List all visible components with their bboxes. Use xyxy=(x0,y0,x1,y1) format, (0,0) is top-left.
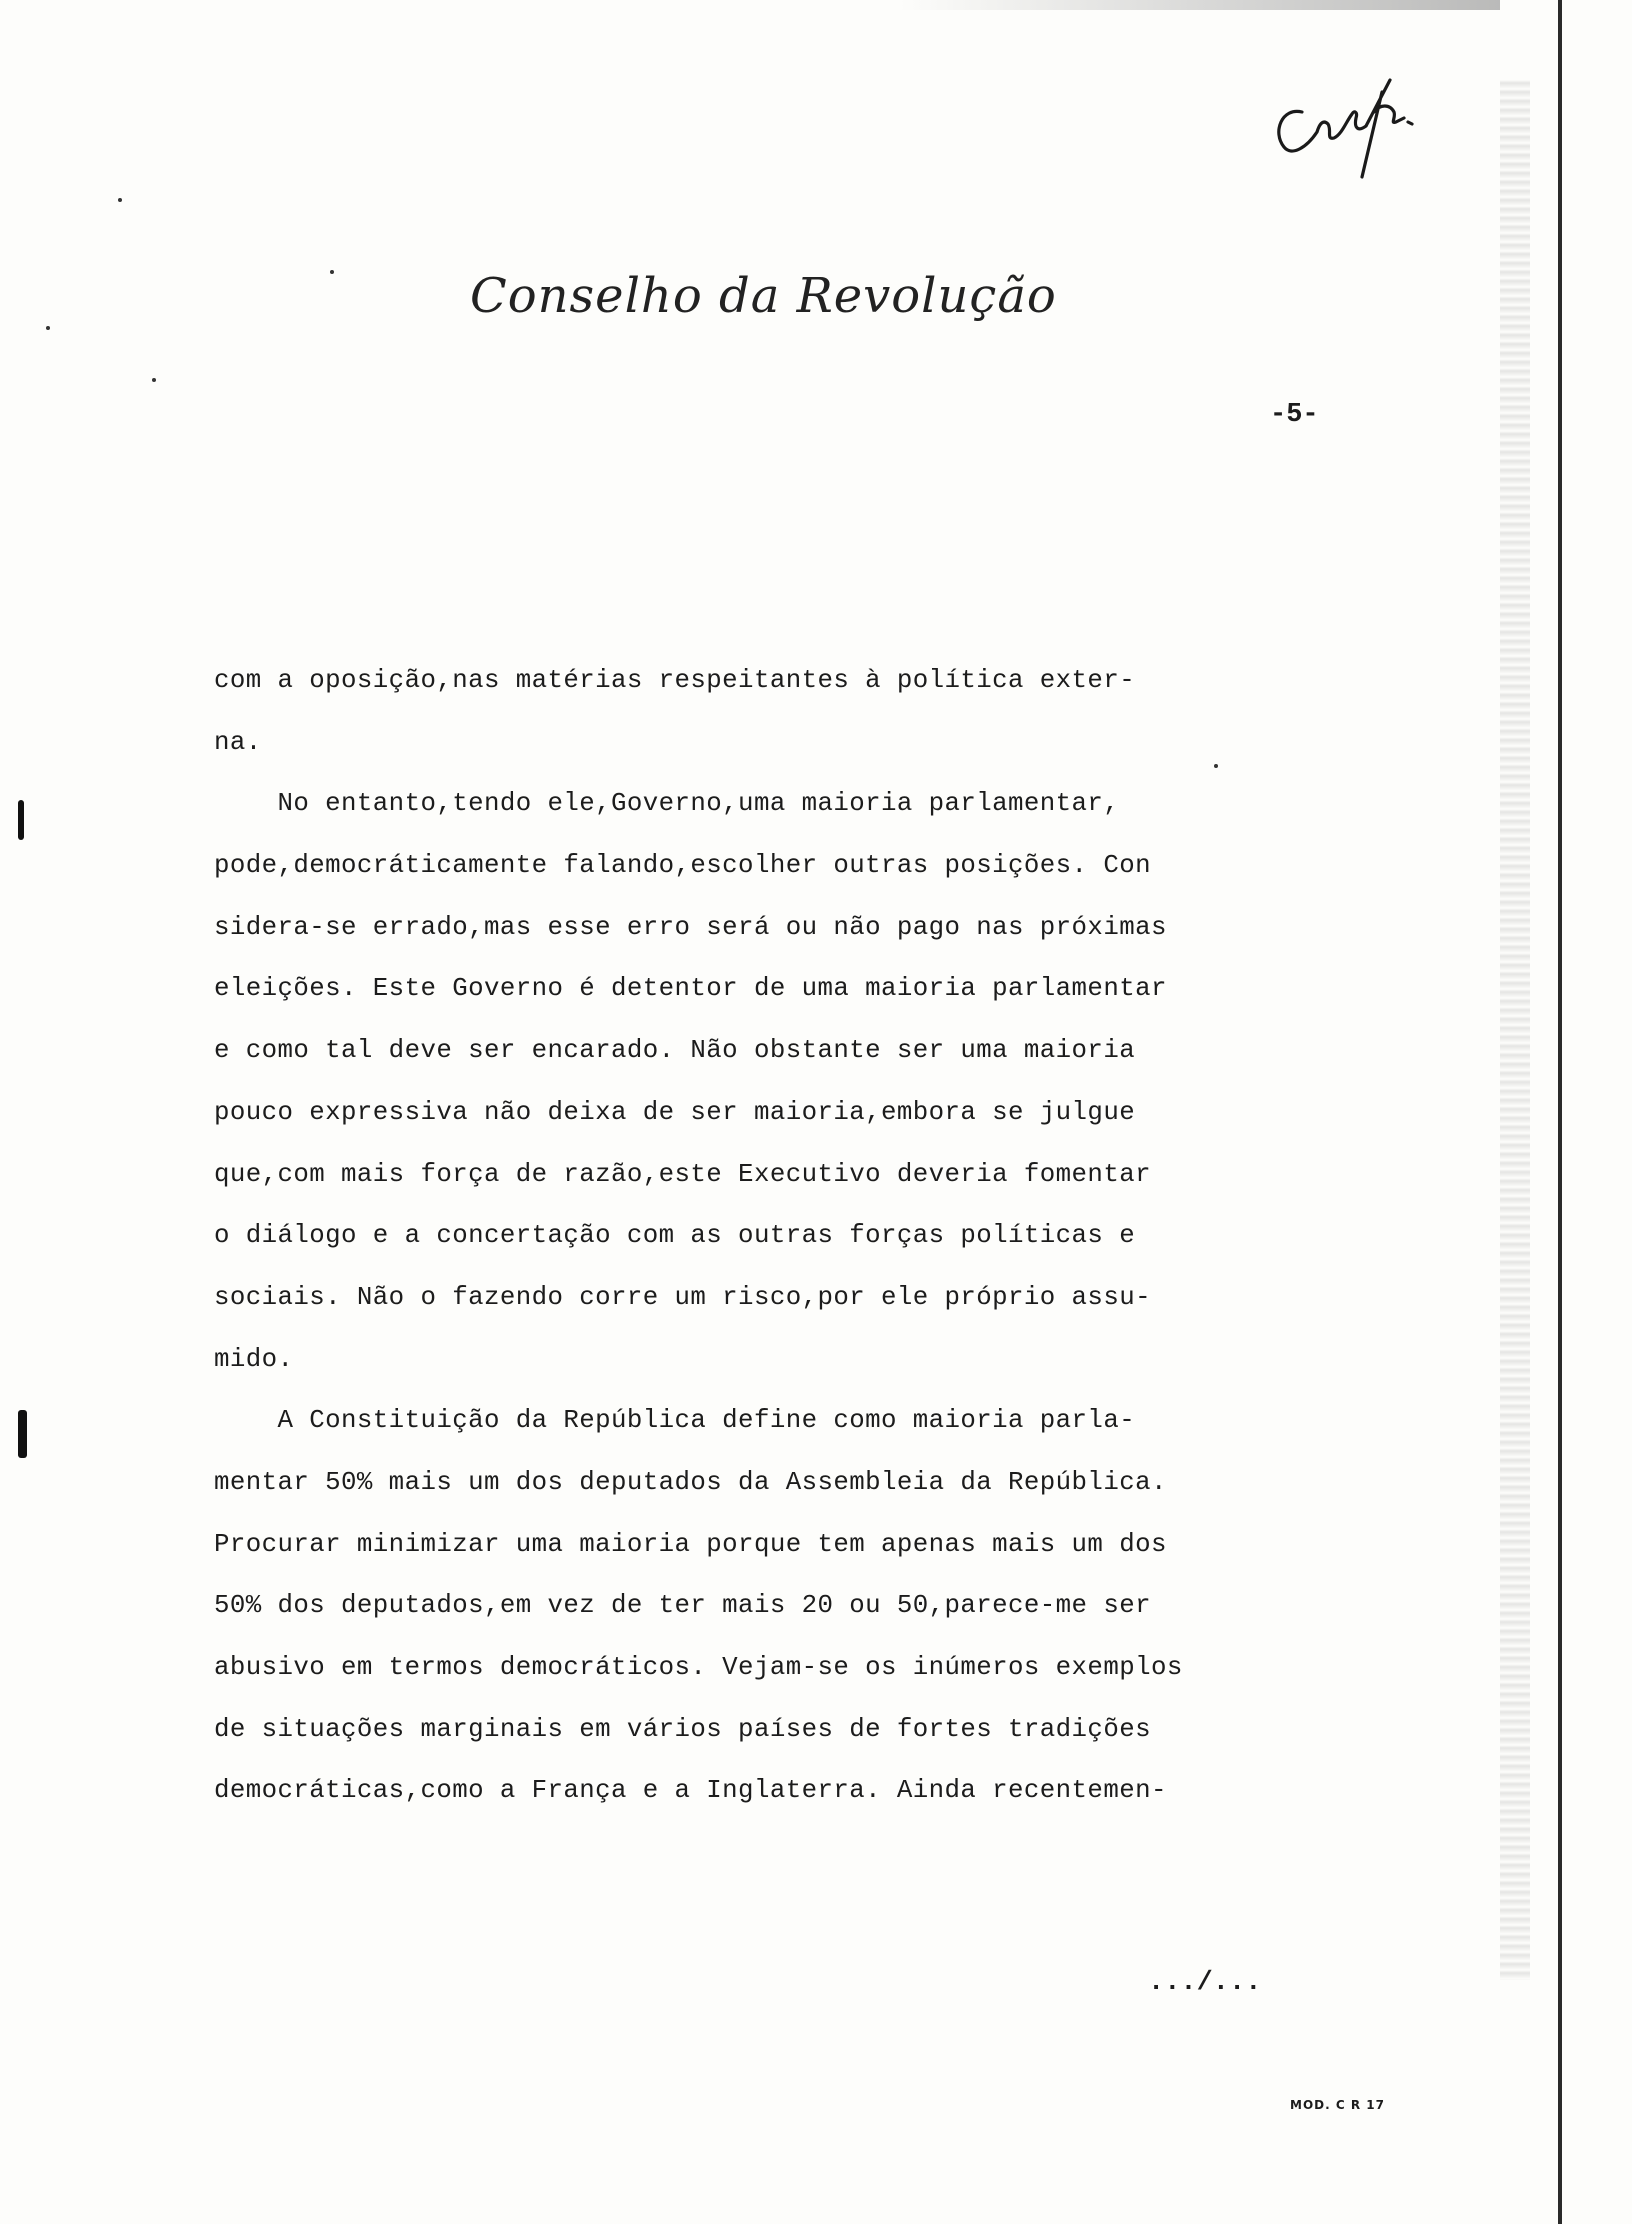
scan-speck xyxy=(330,270,334,274)
text-line: e como tal deve ser encarado. Não obstante ser uma maioria xyxy=(214,1036,1136,1066)
scan-artifact-right-edge xyxy=(1558,0,1562,2224)
punch-hole-mark xyxy=(18,800,24,840)
text-line: democráticas,como a França e a Inglaterra. Ainda recentemen- xyxy=(214,1776,1167,1806)
text-line: pouco expressiva não deixa de ser maioria,embora se julgue xyxy=(214,1097,1136,1127)
letterhead-title: Conselho da Revolução xyxy=(470,268,1057,324)
text-line: o diálogo e a concertação com as outras forças políticas e xyxy=(214,1221,1136,1251)
page-number: -5- xyxy=(1270,400,1319,430)
scan-speck xyxy=(152,378,156,382)
text-line: A Constituição da República define como maioria parla- xyxy=(214,1406,1136,1436)
text-line: com a oposição,nas matérias respeitantes à política exter- xyxy=(214,666,1136,695)
scan-speck xyxy=(118,198,122,202)
punch-hole-mark xyxy=(18,1410,27,1458)
text-line: pode,democráticamente falando,escolher outras posições. Con xyxy=(214,851,1151,881)
continuation-mark: .../... xyxy=(1148,1968,1262,1998)
text-line: abusivo em termos democráticos. Vejam-se os inúmeros exemplos xyxy=(214,1653,1183,1682)
scan-speck xyxy=(46,326,50,330)
text-line: 50% dos deputados,em vez de ter mais 20 ou 50,parece-me ser xyxy=(214,1591,1151,1621)
text-line: Procurar minimizar uma maioria porque tem apenas mais um dos xyxy=(214,1529,1167,1559)
text-line: que,com mais força de razão,este Executivo deveria fomentar xyxy=(214,1159,1151,1189)
scan-artifact-right-strip xyxy=(1500,80,1530,1980)
text-line: eleições. Este Governo é detentor de uma maioria parlamentar xyxy=(214,974,1167,1004)
text-line: No entanto,tendo ele,Governo,uma maioria parlamentar, xyxy=(214,789,1120,819)
text-line: mentar 50% mais um dos deputados da Assembleia da República. xyxy=(214,1467,1167,1497)
scan-artifact-top xyxy=(900,0,1500,10)
text-line: mido. xyxy=(214,1344,294,1374)
text-line: de situações marginais em vários países de fortes tradições xyxy=(214,1714,1151,1744)
text-line: sociais. Não o fazendo corre um risco,por ele próprio assu- xyxy=(214,1282,1151,1312)
text-line: na. xyxy=(214,727,262,757)
handwritten-signature-icon xyxy=(1262,52,1442,182)
text-line: sidera-se errado,mas esse erro será ou não pago nas próximas xyxy=(214,912,1167,942)
body-text xyxy=(214,650,1274,1822)
form-code: MOD. C R 17 xyxy=(1290,2098,1385,2112)
